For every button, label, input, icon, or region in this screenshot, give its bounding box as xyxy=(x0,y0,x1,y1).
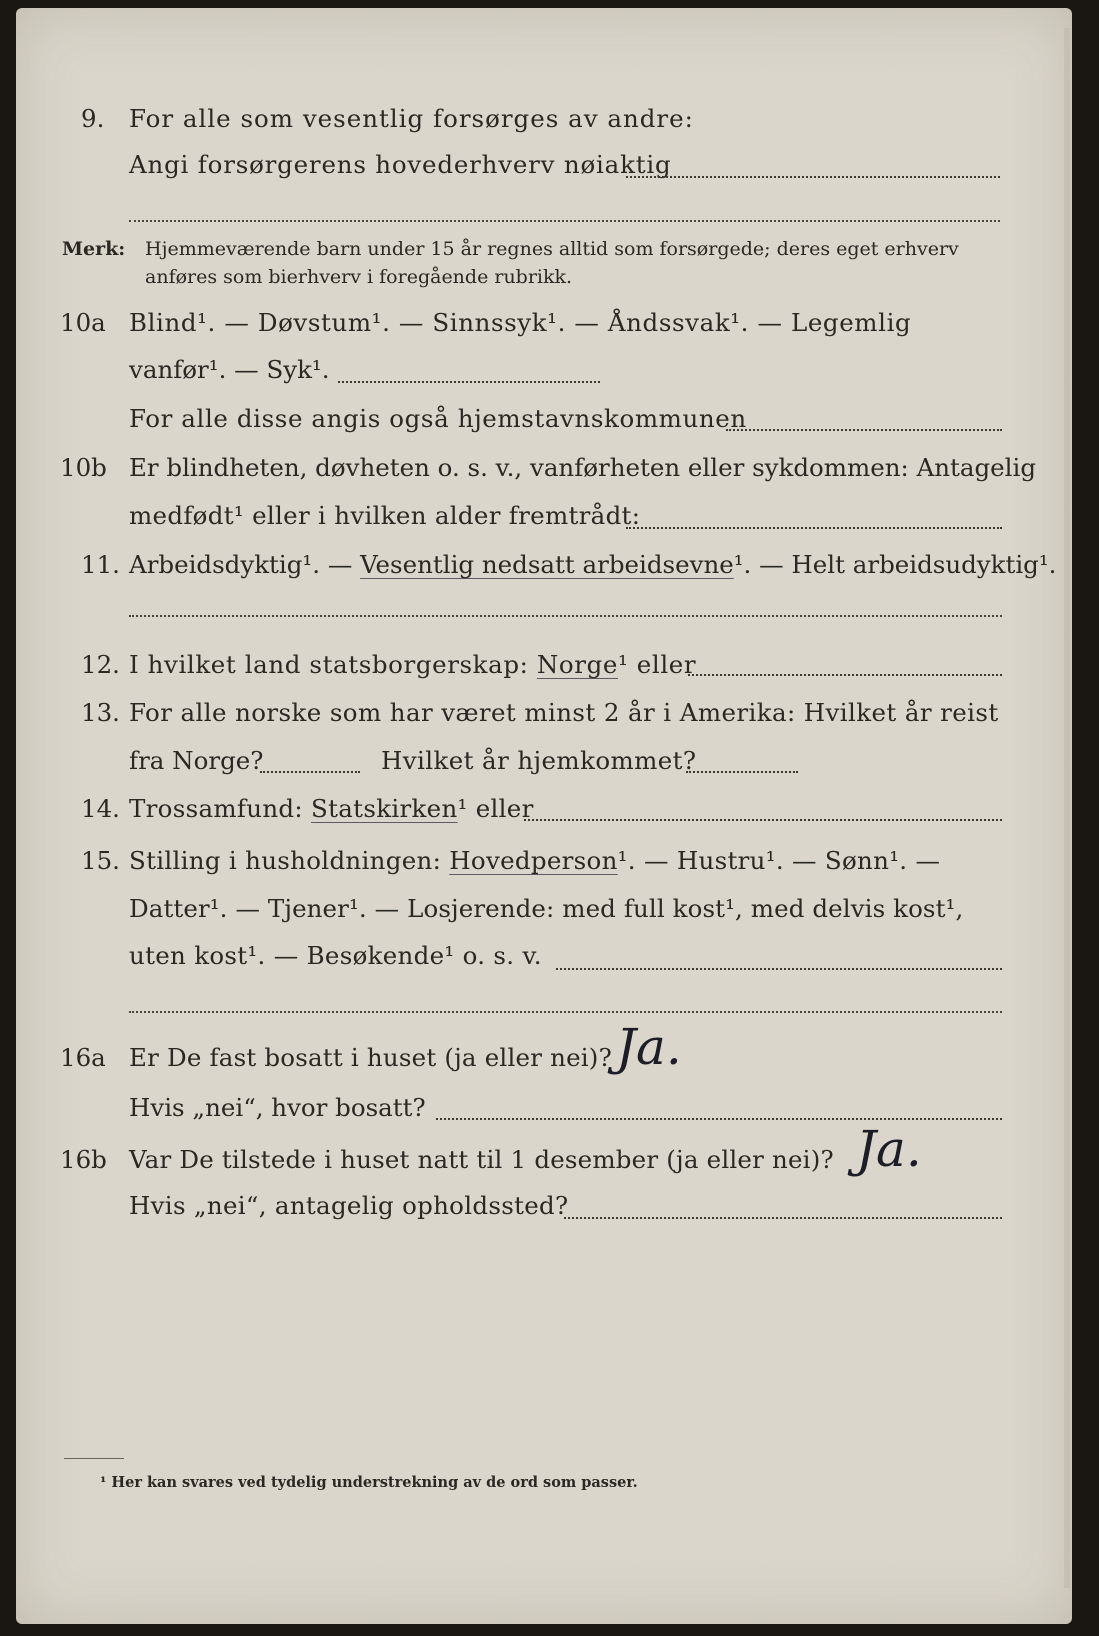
footnote-text: ¹ Her kan svares ved tydelig understrekning av de ord som passer. xyxy=(100,1474,638,1491)
q11-answer-line[interactable] xyxy=(129,615,1002,617)
q10a-line2: vanfør¹. — Syk¹. xyxy=(129,355,330,384)
item-number-9: 9. xyxy=(81,104,105,133)
q11-opt2-underlined[interactable]: Vesentlig nedsatt arbeidsevne xyxy=(360,550,734,579)
q14-statskirken-underlined[interactable]: Statskirken xyxy=(311,794,458,823)
item-number-14: 14. xyxy=(81,794,120,823)
q12-suffix: ¹ eller xyxy=(617,650,697,679)
q15-line1 xyxy=(129,846,940,875)
q9-line2: Angi forsørgerens hovederhverv nøiaktig xyxy=(129,150,672,179)
q11-opt1[interactable]: Arbeidsdyktig¹. xyxy=(129,550,321,579)
q15-hovedperson-underlined[interactable]: Hovedperson xyxy=(449,846,618,875)
q13-line1: For alle norske som har været minst 2 år i Amerika: Hvilket år reist xyxy=(129,698,999,727)
q10b-line1: Er blindheten, døvheten o. s. v., vanførheten eller sykdommen: Antagelig xyxy=(129,453,1037,482)
q11-line1 xyxy=(129,550,1056,579)
q16a-line1: Er De fast bosatt i huset (ja eller nei)? xyxy=(129,1043,612,1072)
footnote-rule xyxy=(64,1458,124,1459)
q12-prefix: I hvilket land statsborgerskap: xyxy=(129,650,537,679)
q15-line3: uten kost¹. — Besøkende¹ o. s. v. xyxy=(129,941,542,970)
q13-hjemkommet-field[interactable] xyxy=(686,771,798,773)
q9-answer-line[interactable] xyxy=(129,220,1000,222)
item-number-13: 13. xyxy=(81,698,120,727)
q14-answer-field[interactable] xyxy=(524,819,1002,821)
q16b-line1: Var De tilstede i huset natt til 1 desember (ja eller nei)? xyxy=(129,1145,834,1174)
q13-line2b: Hvilket år hjemkommet? xyxy=(381,746,697,775)
q9-answer-field[interactable] xyxy=(626,176,1000,178)
form-page xyxy=(16,8,1072,1624)
merk-label: Merk: xyxy=(62,238,126,260)
q10a-line3: For alle disse angis også hjemstavnskommunen xyxy=(129,404,747,433)
q16a-line2: Hvis „nei“, hvor bosatt? xyxy=(129,1093,426,1122)
q11-sep2: ¹. — xyxy=(733,550,792,579)
q15-answer-line[interactable] xyxy=(129,1011,1002,1013)
q15-prefix: Stilling i husholdningen: xyxy=(129,846,450,875)
q10a-answer-field[interactable] xyxy=(338,381,600,383)
q16a-handwritten-answer[interactable]: Ja. xyxy=(616,1018,682,1076)
q14-suffix: ¹ eller xyxy=(457,794,534,823)
q16b-line2: Hvis „nei“, antagelig opholdssted? xyxy=(129,1191,569,1220)
q16b-handwritten-answer[interactable]: Ja. xyxy=(856,1120,922,1178)
item-number-10b: 10b xyxy=(60,453,107,482)
q10a-line1: Blind¹. — Døvstum¹. — Sinnssyk¹. — Åndssvak¹. — Legemlig xyxy=(129,308,912,337)
item-number-11: 11. xyxy=(81,550,120,579)
q13-reist-field[interactable] xyxy=(260,771,360,773)
q9-line1: For alle som vesentlig forsørges av andre: xyxy=(129,104,694,133)
q10b-line2: medfødt¹ eller i hvilken alder fremtrådt: xyxy=(129,501,641,530)
merk-line2: anføres som bierhverv i foregående rubrikk. xyxy=(145,266,573,288)
q15-answer-field[interactable] xyxy=(556,968,1002,970)
item-number-10a: 10a xyxy=(60,308,106,337)
q11-sep1: — xyxy=(320,550,361,579)
item-number-16a: 16a xyxy=(60,1043,106,1072)
paper-edge xyxy=(1064,28,1070,1588)
item-number-12: 12. xyxy=(81,650,120,679)
q15-rest1: ¹. — Hustru¹. — Sønn¹. — xyxy=(617,846,941,875)
q10b-answer-field[interactable] xyxy=(626,527,1002,529)
q12-norge-underlined[interactable]: Norge xyxy=(536,650,618,679)
item-number-15: 15. xyxy=(81,846,120,875)
merk-line1: Hjemmeværende barn under 15 år regnes alltid som forsørgede; deres eget erhverv xyxy=(145,238,959,260)
q12-line1 xyxy=(129,650,696,679)
item-number-16b: 16b xyxy=(60,1145,107,1174)
q13-line2a: fra Norge? xyxy=(129,746,264,775)
q12-answer-field[interactable] xyxy=(688,674,1002,676)
q15-line2: Datter¹. — Tjener¹. — Losjerende: med full kost¹, med delvis kost¹, xyxy=(129,894,964,923)
q11-opt3[interactable]: Helt arbeidsudyktig¹. xyxy=(791,550,1057,579)
q16b-opphold-field[interactable] xyxy=(564,1217,1002,1219)
q10a-hjemstavn-field[interactable] xyxy=(726,429,1002,431)
q14-line1 xyxy=(129,794,534,823)
q14-prefix: Trossamfund: xyxy=(129,794,312,823)
